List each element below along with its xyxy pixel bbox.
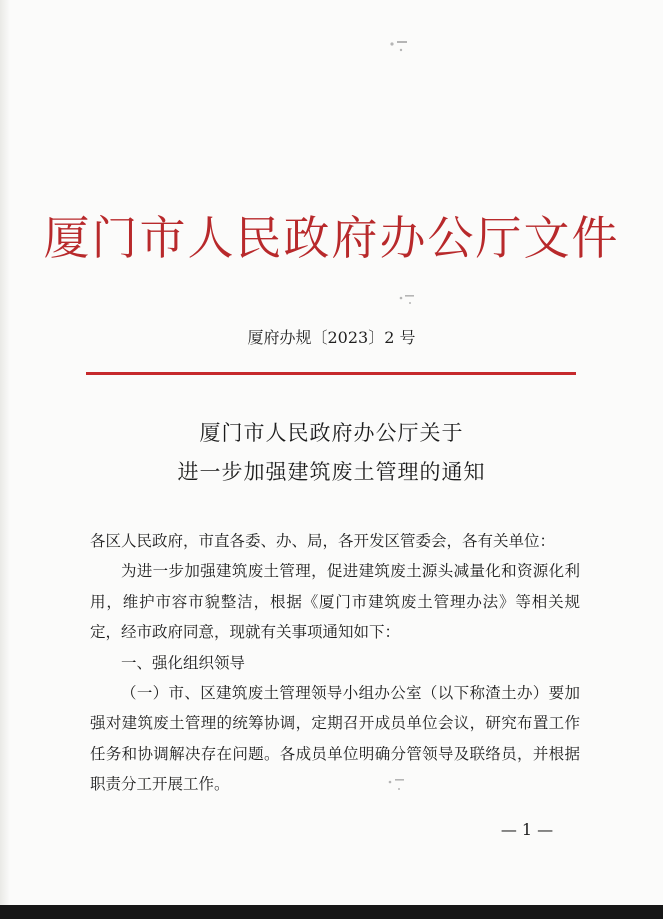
body-paragraph: 为进一步加强建筑废土管理，促进建筑废土源头减量化和资源化利用，维护市容市貌整洁，根据《厦门市建筑废土管理办法》等相关规定，经市政府同意，现就有关事项通知如下： (90, 562, 580, 642)
document-number: 厦府办规〔2023〕2 号 (247, 328, 416, 347)
issuing-authority-title: 厦门市人民政府办公厅文件 (43, 211, 620, 265)
notice-title-line-1: 厦门市人民政府办公厅关于 (199, 421, 464, 445)
page-number: — 1 — (500, 820, 554, 839)
addressee-line: 各区人民政府，市直各委、办、局，各开发区管委会，各有关单位： (90, 532, 556, 550)
document-body (90, 526, 580, 800)
red-divider-line (86, 372, 576, 375)
section-heading: 一、强化组织领导 (121, 653, 246, 672)
notice-title-line-2: 进一步加强建筑废土管理的通知 (177, 460, 486, 484)
body-paragraph: （一）市、区建筑废土管理领导小组办公室（以下称渣土办）要加强对建筑废土管理的统筹协调，定期召开成员单位会议，研究布置工作任务和协调解决存在问题。各成员单位明确分管领导及联络员，并根据职责分工开展工作。 (90, 684, 580, 794)
scan-bottom-edge (0, 905, 663, 919)
